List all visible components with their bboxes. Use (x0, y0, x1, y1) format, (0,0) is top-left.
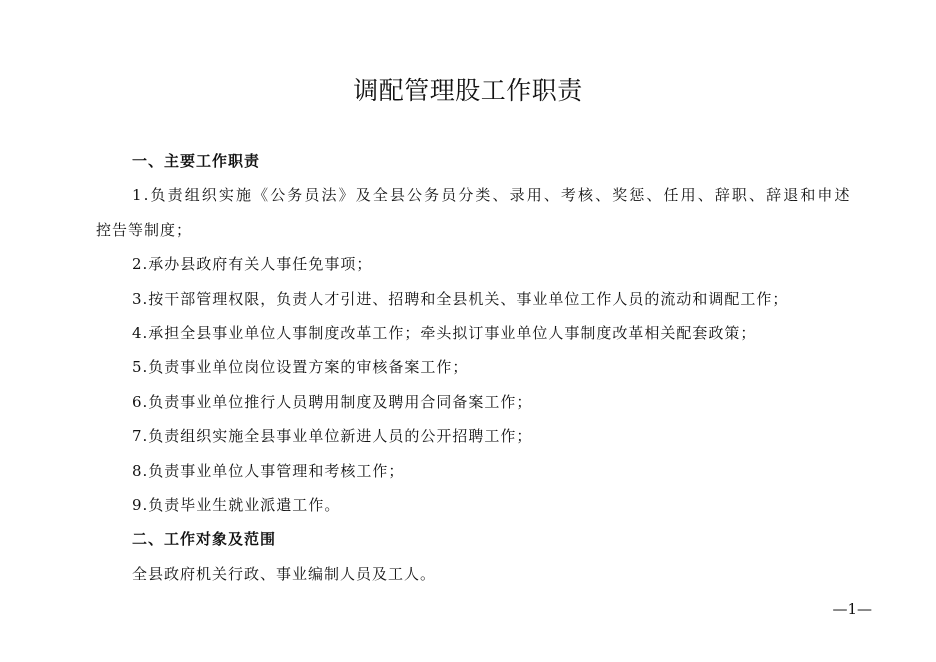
document-title: 调配管理股工作职责 (353, 76, 583, 105)
duty-item-3: 3.按干部管理权限，负责人才引进、招聘和全县机关、事业单位工作人员的流动和调配工作； (132, 289, 789, 308)
duty-item-1-line-1: 1.负责组织实施《公务员法》及全县公务员分类、录用、考核、奖惩、任用、辞职、辞退和申述 (132, 186, 852, 205)
duty-item-5: 5.负责事业单位岗位设置方案的审核备案工作； (132, 358, 469, 377)
scope-text: 全县政府机关行政、事业编制人员及工人。 (132, 564, 437, 583)
section-heading-duties: 一、主要工作职责 (132, 152, 261, 170)
duty-item-7: 7.负责组织实施全县事业单位新进人员的公开招聘工作； (132, 427, 533, 446)
duty-item-8: 8.负责事业单位人事管理和考核工作； (132, 461, 405, 480)
page-number: —1— (832, 600, 872, 618)
duty-item-9: 9.负责毕业生就业派遣工作。 (132, 496, 341, 515)
duty-item-4: 4.承担全县事业单位人事制度改革工作；牵头拟订事业单位人事制度改革相关配套政策； (132, 324, 757, 343)
duty-item-6: 6.负责事业单位推行人员聘用制度及聘用合同备案工作； (132, 392, 533, 411)
duty-item-1-line-2: 控告等制度； (96, 220, 193, 239)
duty-item-2: 2.承办县政府有关人事任免事项； (132, 255, 373, 274)
section-heading-scope: 二、工作对象及范围 (132, 530, 277, 549)
document-body (96, 144, 876, 591)
